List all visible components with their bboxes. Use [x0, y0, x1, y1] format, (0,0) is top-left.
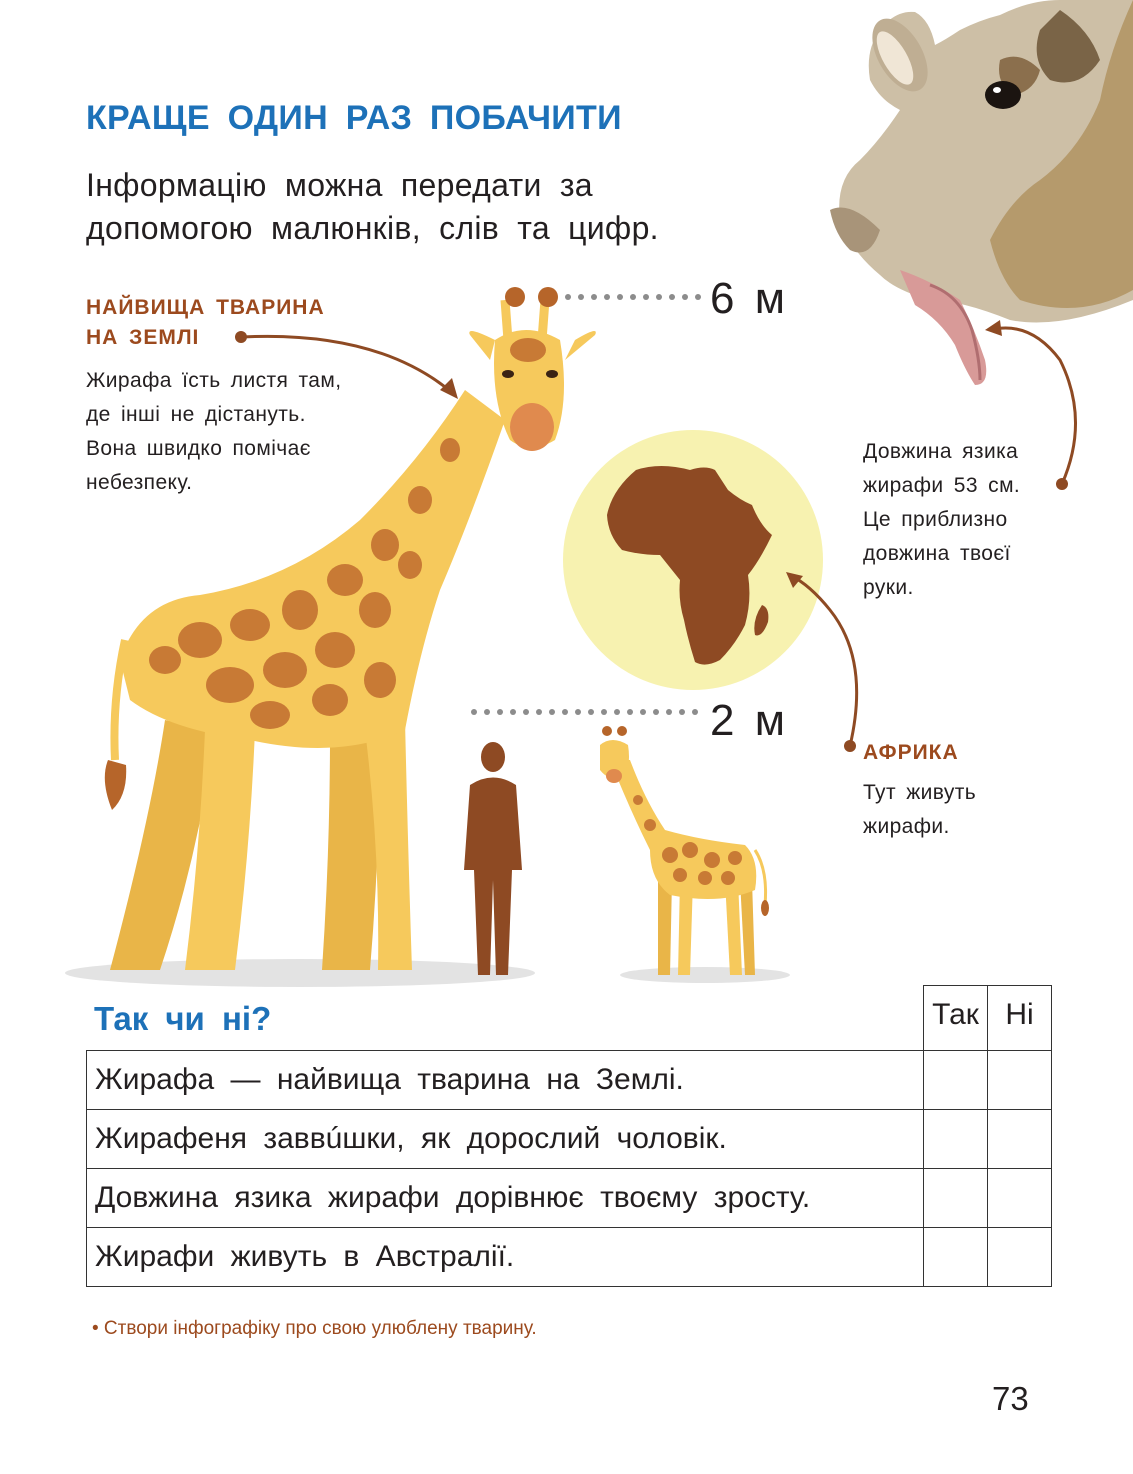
- footnote: • Створи інфографіку про свою улюблену тварину.: [92, 1318, 537, 1339]
- table-row: [87, 1050, 1052, 1109]
- page-title: КРАЩЕ ОДИН РАЗ ПОБАЧИТИ: [86, 99, 622, 137]
- page-number: 73: [992, 1380, 1029, 1417]
- height-guide-6m: [565, 294, 701, 300]
- africa-map: [563, 430, 823, 690]
- tallest-text: Жирафа їсть листя там, де інші не дістануть. Вона швидко помічає небезпеку.: [86, 369, 342, 494]
- quiz-statement: Жирафеня заввúшки, як дорослий чоловік.: [87, 1109, 924, 1168]
- intro-line-1: Інформацію можна передати за: [86, 167, 593, 203]
- quiz-answer-yes[interactable]: [924, 1168, 988, 1227]
- intro-line-2: допомогою малюнків, слів та цифр.: [86, 210, 659, 246]
- baby-height-label: 2 м: [710, 696, 785, 745]
- quiz-statement: Довжина язика жирафи дорівнює твоєму зросту.: [87, 1168, 924, 1227]
- quiz-answer-yes[interactable]: [924, 1109, 988, 1168]
- adult-giraffe-illustration: [105, 287, 596, 970]
- quiz-answer-no[interactable]: [988, 1227, 1052, 1286]
- quiz-statement: Жирафа — найвища тварина на Землі.: [87, 1050, 924, 1109]
- tongue-text: Довжина язика жирафи 53 см. Це приблизно довжина твоєї руки.: [863, 440, 1021, 599]
- quiz-title: Так чи ні?: [94, 1000, 272, 1037]
- quiz-header-blank: [87, 986, 924, 1051]
- quiz-answer-no[interactable]: [988, 1168, 1052, 1227]
- quiz-col-no: Ні: [988, 986, 1052, 1051]
- giraffe-head-photo: [830, 0, 1133, 385]
- baby-giraffe-illustration: [600, 726, 769, 975]
- quiz-statement: Жирафи живуть в Австралії.: [87, 1227, 924, 1286]
- human-silhouette: [464, 742, 522, 975]
- quiz-answer-no[interactable]: [988, 1050, 1052, 1109]
- quiz-col-yes: Так: [924, 986, 988, 1051]
- quiz-answer-yes[interactable]: [924, 1227, 988, 1286]
- ground-shadow: [620, 967, 790, 983]
- quiz-answer-yes[interactable]: [924, 1050, 988, 1109]
- table-row: [87, 1168, 1052, 1227]
- height-guide-2m: [471, 709, 698, 715]
- table-row: [87, 1227, 1052, 1286]
- giraffe-height-label: 6 м: [710, 274, 785, 323]
- quiz-table: [86, 985, 1052, 1287]
- tallest-heading-1: НАЙВИЩА ТВАРИНА: [86, 296, 325, 319]
- africa-heading: АФРИКА: [863, 741, 959, 764]
- quiz-answer-no[interactable]: [988, 1109, 1052, 1168]
- africa-text: Тут живуть жирафи.: [863, 781, 977, 838]
- table-row: [87, 1109, 1052, 1168]
- tallest-heading-2: НА ЗЕМЛІ: [86, 326, 200, 349]
